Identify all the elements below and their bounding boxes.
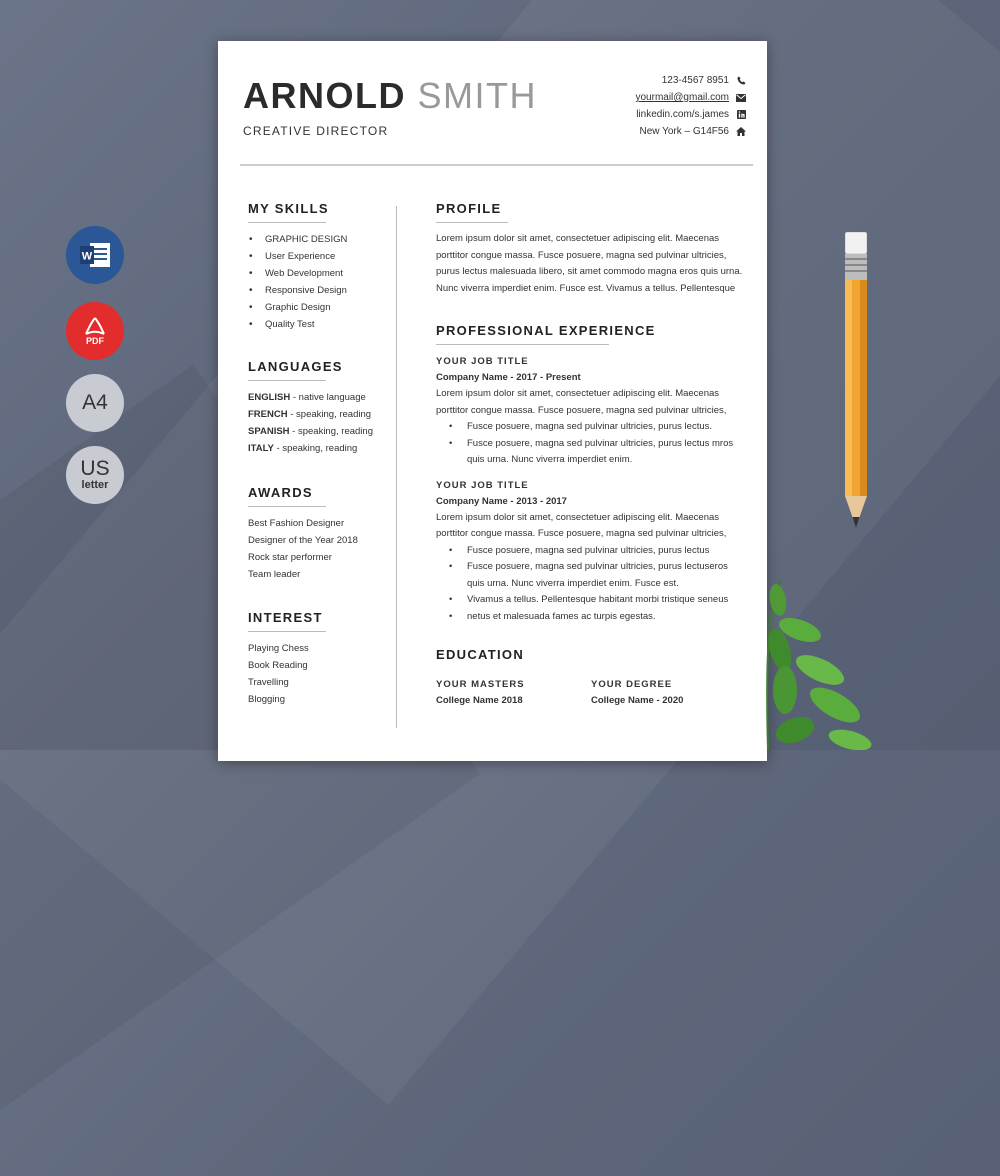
education-detail: College Name - 2020 [591, 695, 684, 706]
job-bullets [436, 543, 746, 626]
skill-item: • GRAPHIC DESIGN [248, 231, 388, 248]
job-title: YOUR JOB TITLE [436, 479, 529, 491]
profile-section [436, 201, 746, 297]
contact-block [635, 72, 747, 140]
education-title-item: YOUR MASTERS [436, 679, 525, 690]
job-description: Lorem ipsum dolor sit amet, consectetuer adipiscing elit. Maecenas porttitor congue massa. Fusce posuere, magna sed pulvinar ultricies, [436, 388, 727, 416]
education-item [591, 668, 746, 709]
job-description: Lorem ipsum dolor sit amet, consectetuer adipiscing elit. Maecenas porttitor congue massa. Fusce posuere, magna sed pulvinar ultricies, [436, 511, 727, 539]
job-title: YOUR JOB TITLE [436, 356, 529, 367]
languages-section [248, 359, 388, 457]
linkedin-icon [735, 110, 747, 119]
candidate-name [243, 75, 537, 117]
word-format-icon[interactable] [66, 226, 124, 284]
education-section [436, 647, 746, 709]
award-item: Rock star performer [248, 552, 332, 563]
company-name: Company Name - 2017 - Present [436, 372, 581, 383]
company-name: Company Name - 2013 - 2017 [436, 495, 567, 507]
interest-section [248, 610, 388, 708]
skill-item: • User Experience [248, 248, 388, 265]
interest-item: Book Reading [248, 660, 308, 671]
job-bullet: • Fusce posuere, magna sed pulvinar ultricies, purus lectus [449, 543, 746, 560]
a4-label: A4 [82, 391, 108, 414]
column-divider [396, 206, 397, 728]
skill-item: • Web Development [248, 265, 388, 282]
education-list [436, 668, 746, 709]
section-underline [248, 380, 326, 381]
languages-title: LANGUAGES [248, 359, 343, 374]
left-column [248, 201, 388, 708]
svg-text:W: W [81, 250, 93, 263]
a4-format-badge[interactable] [66, 374, 124, 432]
awards-title: AWARDS [248, 485, 313, 500]
pdf-format-icon[interactable] [66, 302, 124, 360]
job-entry [436, 479, 746, 626]
job-bullets [436, 419, 746, 469]
job-bullet: • Fusce posuere, magna sed pulvinar ultricies, purus lectuseros quis urna. Nunc viverra imperdiet enim. Fusce est. [449, 559, 746, 592]
experience-title: PROFESSIONAL EXPERIENCE [436, 323, 656, 338]
last-name: SMITH [417, 75, 537, 116]
education-detail: College Name 2018 [436, 695, 523, 706]
language-item: ENGLISH - native language [248, 392, 366, 403]
right-column [436, 201, 746, 709]
first-name: ARNOLD [243, 75, 406, 116]
plant-illustration [760, 580, 880, 750]
education-title: EDUCATION [436, 647, 525, 662]
header-divider [240, 164, 753, 166]
experience-section [436, 323, 746, 625]
education-item [436, 668, 591, 709]
resume-page [218, 41, 767, 761]
interest-item: Blogging [248, 694, 285, 705]
profile-title: PROFILE [436, 201, 502, 216]
skills-list [248, 231, 388, 333]
award-item: Team leader [248, 569, 301, 580]
us-label: US [80, 457, 110, 480]
interest-list [248, 640, 388, 708]
interest-title: INTEREST [248, 610, 323, 625]
job-role: CREATIVE DIRECTOR [243, 124, 389, 138]
skill-item: • Graphic Design [248, 299, 388, 316]
language-item: ITALY - speaking, reading [248, 443, 358, 454]
section-underline [436, 344, 609, 345]
languages-list [248, 389, 388, 457]
interest-item: Travelling [248, 677, 289, 688]
contact-phone: 123-4567 8951 [635, 72, 747, 89]
job-entry [436, 355, 746, 469]
section-underline [248, 222, 326, 223]
us-letter-format-badge[interactable] [66, 446, 124, 504]
job-bullet: • Fusce posuere, magna sed pulvinar ultricies, purus lectus mros quis urna. Nunc viverra imperdiet enim. [449, 436, 746, 469]
contact-linkedin[interactable]: linkedin.com/s.james [635, 106, 747, 123]
interest-item: Playing Chess [248, 643, 309, 654]
language-item: SPANISH - speaking, reading [248, 426, 373, 437]
contact-address: New York – G14F56 [635, 123, 747, 140]
award-item: Best Fashion Designer [248, 518, 345, 529]
skill-item: • Responsive Design [248, 282, 388, 299]
awards-section [248, 485, 388, 583]
mail-icon [735, 94, 747, 102]
pencil-illustration [845, 232, 867, 532]
phone-icon [735, 76, 747, 85]
award-item: Designer of the Year 2018 [248, 535, 358, 546]
section-underline [248, 506, 326, 507]
job-bullet: • Fusce posuere, magna sed pulvinar ultricies, purus lectus. [449, 419, 746, 436]
section-underline [436, 222, 508, 223]
awards-list [248, 515, 388, 583]
job-bullet: • netus et malesuada fames ac turpis egestas. [449, 609, 746, 626]
svg-text:PDF: PDF [86, 336, 104, 346]
skill-item: • Quality Test [248, 316, 388, 333]
letter-label: letter [81, 479, 109, 491]
home-icon [735, 127, 747, 136]
skills-title: MY SKILLS [248, 201, 329, 216]
section-underline [248, 631, 326, 632]
language-item: FRENCH - speaking, reading [248, 409, 372, 420]
education-title-item: YOUR DEGREE [591, 679, 673, 690]
contact-email[interactable]: yourmail@gmail.com [635, 89, 747, 106]
profile-text: Lorem ipsum dolor sit amet, consectetuer adipiscing elit. Maecenas porttitor congue massa. Fusce posuere, magna sed pulvinar ultricies, purus lectus malesuada libero, sit amet commodo magna eros quis urna. Nunc viverra imperdiet enim. Fusce est. Vivamus a tellus. Pellentesque [436, 233, 743, 294]
job-bullet: • Vivamus a tellus. Pellentesque habitant morbi tristique seneus [449, 592, 746, 609]
skills-section [248, 201, 388, 333]
